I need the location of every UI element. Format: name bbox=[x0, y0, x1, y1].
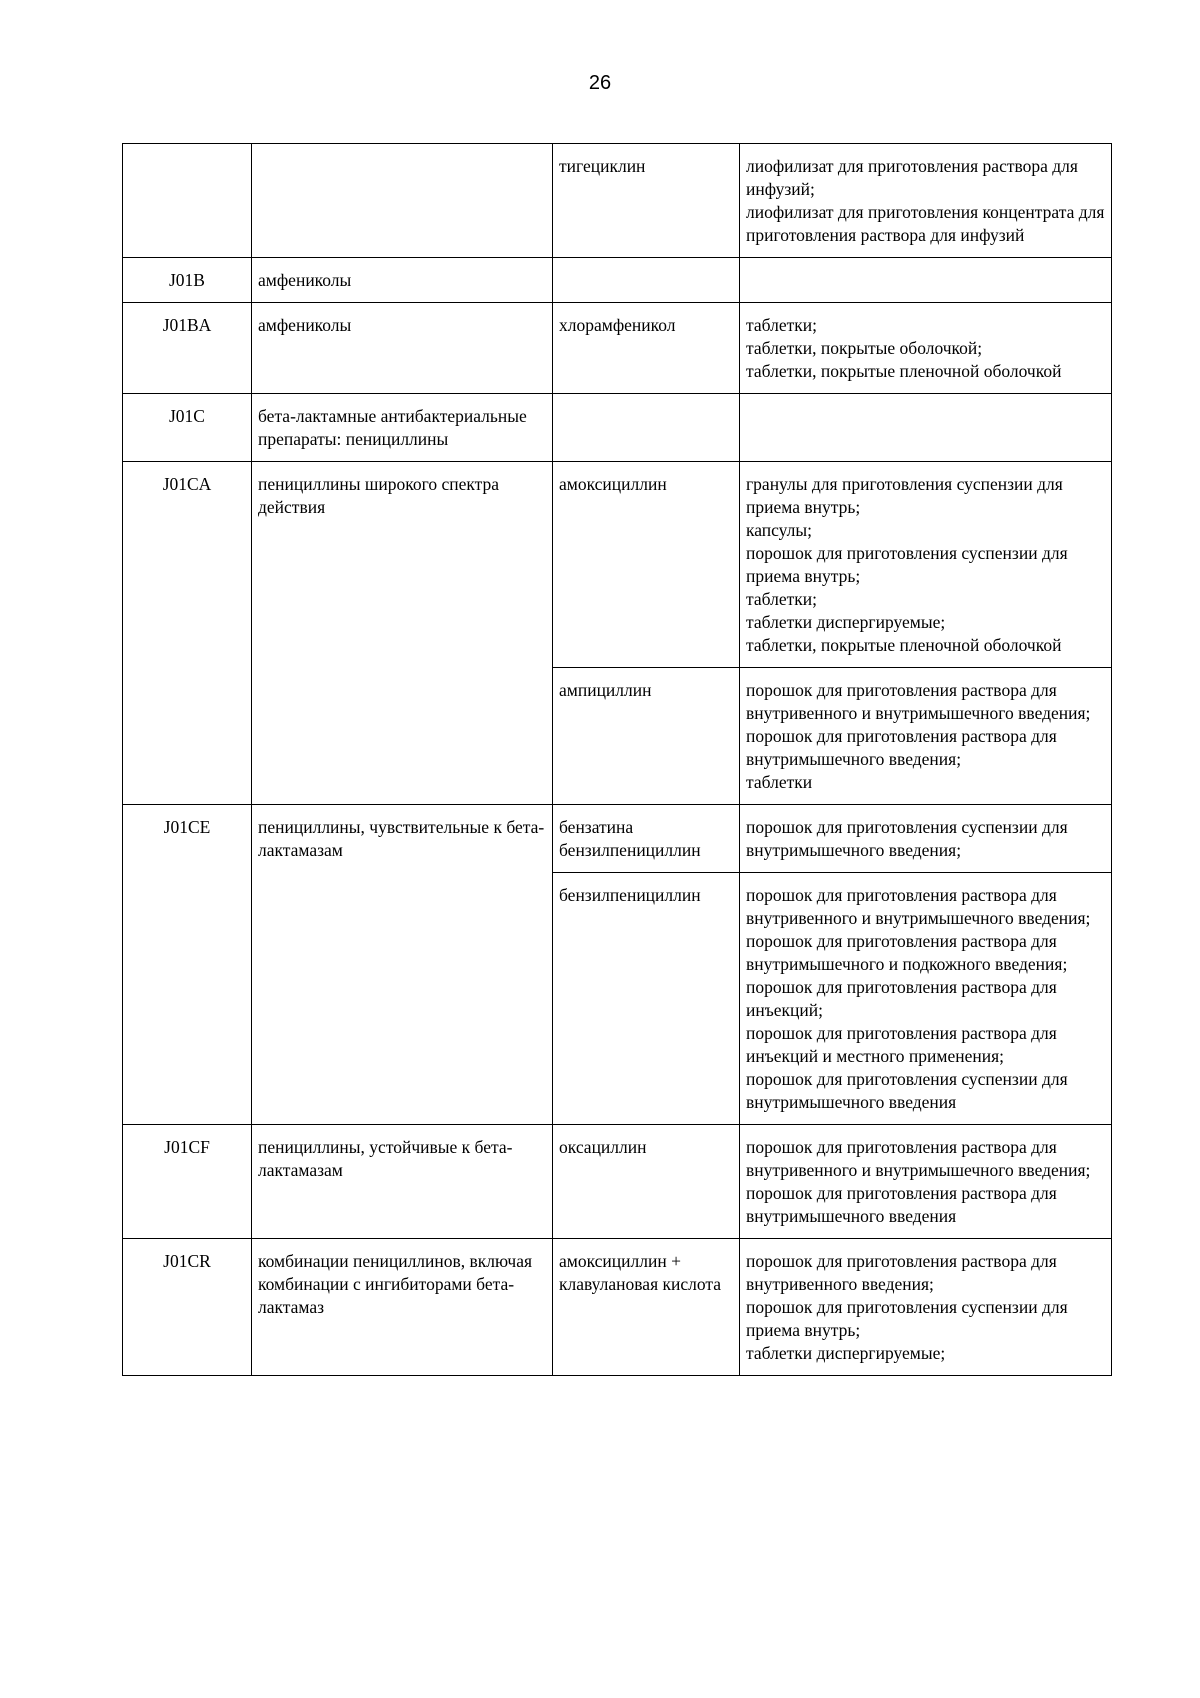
dosage-form-line: порошок для приготовления раствора для внутривенного и внутримышечного введения; bbox=[746, 1137, 1091, 1180]
dosage-form-line: порошок для приготовления раствора для внутривенного введения; bbox=[746, 1251, 1057, 1294]
atc-code-cell: J01CA bbox=[123, 462, 252, 805]
table-row bbox=[123, 1125, 1112, 1239]
drug-name-cell: хлорамфеникол bbox=[553, 303, 740, 394]
dosage-forms-cell bbox=[740, 258, 1112, 303]
atc-code-cell: J01C bbox=[123, 394, 252, 462]
drug-name-cell: бензилпенициллин bbox=[553, 873, 740, 1125]
drug-name-cell: амоксициллин bbox=[553, 462, 740, 668]
pharm-group-cell: пенициллины, чувствительные к бета-лактамазам bbox=[252, 805, 553, 1125]
dosage-form-line: таблетки диспергируемые; bbox=[746, 1343, 946, 1363]
atc-code-cell: J01CR bbox=[123, 1239, 252, 1376]
dosage-form-line: таблетки; bbox=[746, 589, 817, 609]
dosage-forms-cell bbox=[740, 303, 1112, 394]
drug-name-cell bbox=[553, 394, 740, 462]
dosage-form-line: таблетки диспергируемые; bbox=[746, 612, 946, 632]
dosage-form-line: порошок для приготовления раствора для инъекций и местного применения; bbox=[746, 1023, 1057, 1066]
atc-code-cell: J01BA bbox=[123, 303, 252, 394]
table-row bbox=[123, 1239, 1112, 1376]
drug-name-cell bbox=[553, 258, 740, 303]
drug-name-cell: бензатина бензилпенициллин bbox=[553, 805, 740, 873]
dosage-form-line: порошок для приготовления раствора для внутривенного и внутримышечного введения; bbox=[746, 885, 1091, 928]
table-row bbox=[123, 303, 1112, 394]
pharm-group-cell bbox=[252, 144, 553, 258]
table-row bbox=[123, 805, 1112, 873]
table-row bbox=[123, 144, 1112, 258]
dosage-form-line: порошок для приготовления суспензии для внутримышечного введения bbox=[746, 1069, 1068, 1112]
drug-list-table bbox=[122, 143, 1112, 1376]
atc-code-cell: J01CE bbox=[123, 805, 252, 1125]
drug-name-cell: тигециклин bbox=[553, 144, 740, 258]
table-row bbox=[123, 258, 1112, 303]
dosage-form-line: порошок для приготовления раствора для внутримышечного и подкожного введения; bbox=[746, 931, 1068, 974]
table-row bbox=[123, 394, 1112, 462]
dosage-forms-cell bbox=[740, 873, 1112, 1125]
drug-name-cell: ампициллин bbox=[553, 668, 740, 805]
dosage-forms-cell bbox=[740, 668, 1112, 805]
pharm-group-cell: комбинации пенициллинов, включая комбинации с ингибиторами бета-лактамаз bbox=[252, 1239, 553, 1376]
pharm-group-cell: пенициллины широкого спектра действия bbox=[252, 462, 553, 805]
dosage-form-line: порошок для приготовления суспензии для приема внутрь; bbox=[746, 543, 1068, 586]
dosage-forms-cell bbox=[740, 1239, 1112, 1376]
dosage-form-line: лиофилизат для приготовления концентрата для приготовления раствора для инфузий bbox=[746, 202, 1105, 245]
dosage-forms-cell bbox=[740, 394, 1112, 462]
dosage-form-line: капсулы; bbox=[746, 520, 813, 540]
table-row bbox=[123, 462, 1112, 668]
drug-name-cell: амоксициллин + клавулановая кислота bbox=[553, 1239, 740, 1376]
dosage-form-line: таблетки, покрытые оболочкой; bbox=[746, 338, 983, 358]
dosage-forms-cell bbox=[740, 1125, 1112, 1239]
dosage-form-line: таблетки, покрытые пленочной оболочкой bbox=[746, 635, 1062, 655]
dosage-form-line: порошок для приготовления раствора для инъекций; bbox=[746, 977, 1057, 1020]
pharm-group-cell: амфениколы bbox=[252, 303, 553, 394]
dosage-form-line: гранулы для приготовления суспензии для приема внутрь; bbox=[746, 474, 1063, 517]
dosage-form-line: таблетки bbox=[746, 772, 813, 792]
pharm-group-cell: бета-лактамные антибактериальные препараты: пенициллины bbox=[252, 394, 553, 462]
dosage-forms-cell bbox=[740, 805, 1112, 873]
pharm-group-cell: пенициллины, устойчивые к бета-лактамазам bbox=[252, 1125, 553, 1239]
dosage-form-line: порошок для приготовления раствора для внутримышечного введения bbox=[746, 1183, 1057, 1226]
page-number: 26 bbox=[588, 72, 612, 94]
dosage-form-line: порошок для приготовления суспензии для приема внутрь; bbox=[746, 1297, 1068, 1340]
dosage-form-line: порошок для приготовления раствора для внутривенного и внутримышечного введения; bbox=[746, 680, 1091, 723]
atc-code-cell bbox=[123, 144, 252, 258]
dosage-form-line: порошок для приготовления раствора для внутримышечного введения; bbox=[746, 726, 1057, 769]
dosage-form-line: порошок для приготовления суспензии для внутримышечного введения; bbox=[746, 817, 1068, 860]
dosage-forms-cell bbox=[740, 462, 1112, 668]
drug-name-cell: оксациллин bbox=[553, 1125, 740, 1239]
dosage-form-line: лиофилизат для приготовления раствора для инфузий; bbox=[746, 156, 1078, 199]
pharm-group-cell: амфениколы bbox=[252, 258, 553, 303]
dosage-form-line: таблетки, покрытые пленочной оболочкой bbox=[746, 361, 1062, 381]
dosage-form-line: таблетки; bbox=[746, 315, 817, 335]
dosage-forms-cell bbox=[740, 144, 1112, 258]
atc-code-cell: J01CF bbox=[123, 1125, 252, 1239]
atc-code-cell: J01B bbox=[123, 258, 252, 303]
